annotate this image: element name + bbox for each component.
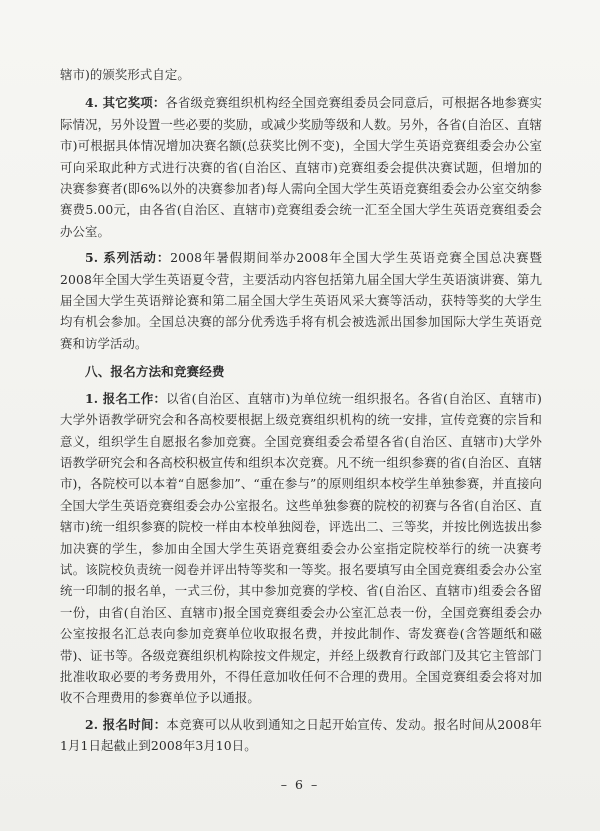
continued-paragraph: 辖市)的颁奖形式自定。 — [60, 67, 190, 82]
other-awards-label: 4. 其它奖项： — [85, 95, 166, 111]
series-activities-text: 2008年暑假期间举办2008年全国大学生英语竞赛全国总决赛暨2008年全国大学生英语夏令营，主要活动内容包括第九届全国大学生英语演讲赛、第九届全国大学生英语辩论赛和第二届全国大学生英语风采大赛等活动，获特等奖的大学生均有机会参加。全国总决赛的部分优秀选手将有机会被选派出国参加国际大学生英语竞赛和访学活动。 — [60, 250, 542, 351]
registration-time-text: 本竞赛可以从收到通知之日起开始宣传、发动。报名时间从2008年1月1日起截止到2008年3月10日。 — [60, 716, 542, 754]
other-awards-text: 各省级竞赛组织机构经全国竞赛组委员会同意后，可根据各地参赛实际情况，另外设置一些必要的奖励，或减少奖励等级和人数。另外，各省(自治区、直辖市)可根据具体情况增加决赛名额(总获奖比例不变)，全国大学生英语竞赛组委会办公室可向采取此种方式进行决赛的省(自治区、直辖市)竞赛组委会提供决赛试题，但增加的决赛参赛者(即6%以外的决赛参加者)每人需向全国大学生英语竞赛组委会办公室交纳参赛费5.00元，由各省(自治区、直辖市)竞赛组委会统一汇至全国大学生英语竞赛组委会办公室。 — [60, 95, 542, 239]
series-activities-paragraph — [60, 247, 542, 354]
series-activities-label: 5. 系列活动： — [85, 250, 171, 266]
registration-work-paragraph — [60, 388, 542, 709]
registration-time-paragraph — [60, 714, 542, 757]
registration-work-text: 以省(自治区、直辖市)为单位统一组织报名。各省(自治区、直辖市)大学外语教学研究会和各高校要根据上级竞赛组织机构的统一安排，宣传竞赛的宗旨和意义，组织学生自愿报名参加竞赛。全国竞赛组委会希望各省(自治区、直辖市)大学外语教学研究会和各高校积极宣传和组织本次竞赛。凡不统一组织参赛的省(自治区、直辖市)，各院校可以本着“自愿参加”、“重在参与”的原则组织本校学生单独参赛，并直接向全国大学生英语竞赛组委会办公室报名。这些单独参赛的院校的初赛与各省(自治区、直辖市)统一组织参赛的院校一样由本校单独阅卷，评选出二、三等奖，并按比例选拔出参加决赛的学生，参加由全国大学生英语竞赛组委会办公室指定院校举行的统一决赛考试。该院校负责统一阅卷并评出特等奖和一等奖。报名要填写由全国竞赛组委会办公室统一印制的报名单，一式三份，其中参加竞赛的学校、省(自治区、直辖市)组委会各留一份，由省(自治区、直辖市)报全国竞赛组委会办公室汇总表一份，全国竞赛组委会办公室按报名汇总表向参加竞赛单位收取报名费，并按此制作、寄发赛卷(含答题纸和磁带)、证书等。各级竞赛组织机构除按文件规定，并经上级教育行政部门及其它主管部门批准收取必要的考务费用外，不得任意加收任何不合理的费用。全国竞赛组委会将对加收不合理费用的参赛单位予以通报。 — [60, 390, 542, 706]
page-number: – 6 – — [280, 777, 320, 792]
registration-time-label: 2. 报名时间： — [85, 716, 167, 732]
registration-work-label: 1. 报名工作： — [85, 390, 167, 406]
other-awards-paragraph — [60, 92, 542, 242]
section-8-heading: 八、报名方法和竞赛经费 — [85, 364, 225, 380]
